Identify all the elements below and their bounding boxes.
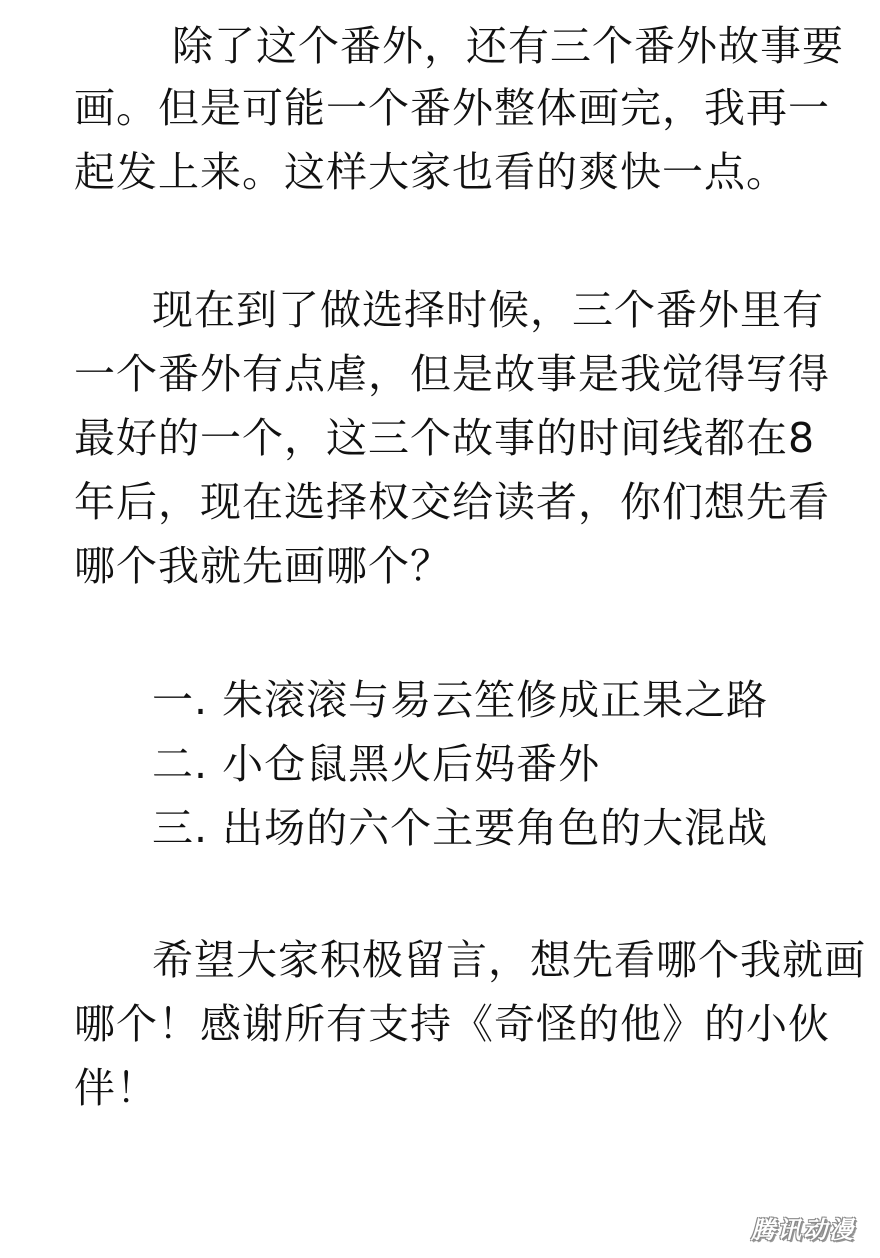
option-item-2: 二. 小仓鼠黑火后妈番外	[152, 740, 601, 788]
paragraph-4-line-1: 希望大家积极留言，想先看哪个我就画	[152, 936, 866, 984]
paragraph-1-line-3: 起发上来。这样大家也看的爽快一点。	[74, 148, 788, 196]
paragraph-1-line-2: 画。但是可能一个番外整体画完，我再一	[74, 84, 830, 132]
watermark-logo	[742, 1210, 864, 1244]
paragraph-4-line-3: 伴！	[74, 1064, 158, 1112]
paragraph-2-line-2: 一个番外有点虐，但是故事是我觉得写得	[74, 350, 830, 398]
paragraph-2-line-1: 现在到了做选择时候，三个番外里有	[152, 286, 824, 334]
paragraph-1-line-1: 除了这个番外，还有三个番外故事要	[172, 22, 844, 70]
watermark-text: 腾讯动漫	[751, 1215, 855, 1244]
paragraph-2-line-5: 哪个我就先画哪个？	[74, 542, 452, 590]
option-item-1: 一. 朱滚滚与易云笙修成正果之路	[152, 676, 769, 724]
paragraph-2-line-3: 最好的一个，这三个故事的时间线都在8	[74, 414, 816, 462]
paragraph-4-line-2: 哪个！感谢所有支持《奇怪的他》的小伙	[74, 1000, 830, 1048]
paragraph-2-line-4: 年后，现在选择权交给读者，你们想先看	[74, 478, 830, 526]
option-item-3: 三. 出场的六个主要角色的大混战	[152, 804, 769, 852]
